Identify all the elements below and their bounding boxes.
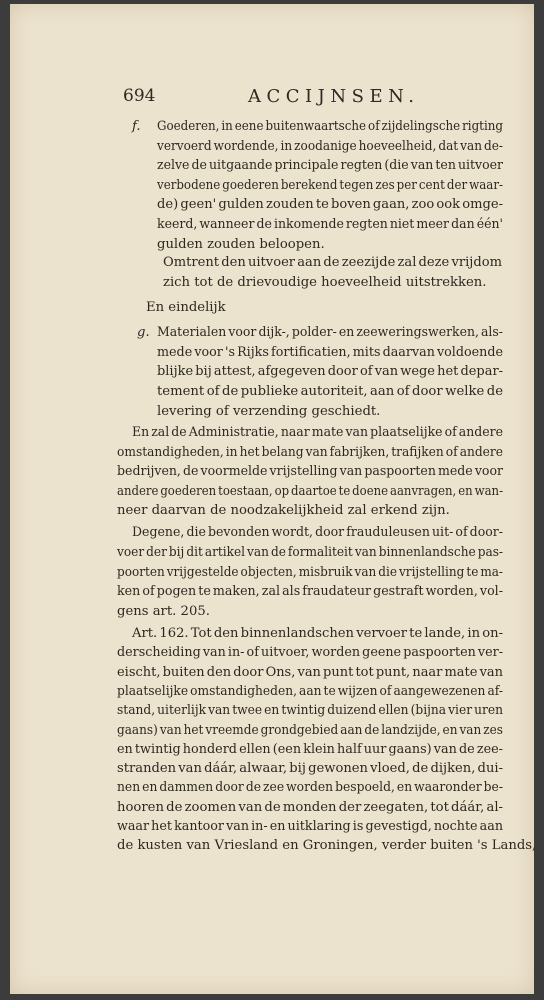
text-line: Omtrent den uitvoer aan de zeezijde zal deze vrijdom <box>163 255 502 270</box>
text-line: mede voor 's Rijks fortificatien, mits daarvan voldoende <box>157 344 503 360</box>
text-line: En zal de Administratie, naar mate van plaatselijke of andere <box>132 425 503 440</box>
page-header <box>10 86 534 112</box>
text-line: ken of pogen te maken, zal als fraudateur gestraft worden, vol- <box>117 584 503 600</box>
text-line: Art. 162. Tot den binnenlandschen vervoer te lande, in on- <box>132 626 504 641</box>
text-line: blijke bij attest, afgegeven door of van wege het depar- <box>157 364 504 380</box>
text-line: andere goederen toestaan, op daartoe te doene aanvragen, en wan- <box>117 483 504 499</box>
text-line: vervoerd wordende, in zoodanige hoeveelheid, dat van de- <box>157 138 504 154</box>
text-line: Degene, die bevonden wordt, door frauduleusen uit- of door- <box>132 525 504 540</box>
text-line: stand, uiterlijk van twee en twintig duizend ellen (bijna vier uren <box>117 703 503 719</box>
text-line: derscheiding van in- of uitvoer, worden geene paspoorten ver- <box>117 645 503 661</box>
text-line: en twintig honderd ellen (een klein half uur gaans) van de zee- <box>117 741 504 757</box>
book-page <box>10 4 537 994</box>
text-line: plaatselijke omstandigheden, aan te wijzen of aangewezenen af- <box>117 683 503 699</box>
text-line: eischt, buiten den door Ons, van punt tot punt, naar mate van <box>117 664 504 680</box>
text-line: Goederen, in eene buitenwaartsche of zijdelingsche rigting <box>157 119 503 134</box>
text-line: En eindelijk <box>146 300 226 315</box>
text-line: hooren de zoomen van de monden der zeegaten, tot dáár, al- <box>117 799 504 815</box>
text-line: waar het kantoor van in- en uitklaring is gevestigd, nochte aan <box>117 819 503 834</box>
text-line: tement of de publieke autoriteit, aan of door welke de <box>157 384 503 400</box>
item-marker: g. <box>137 325 150 340</box>
text-line: gens art. 205. <box>117 604 210 620</box>
text-line: nen en dammen door de zee worden bespoeld, en waaronder be- <box>117 780 503 796</box>
text-line: de) geen' gulden zouden te boven gaan, zoo ook omge- <box>157 197 503 213</box>
text-line: de kusten van Vriesland en Groningen, verder buiten 's Lands, <box>117 838 537 854</box>
text-line: poorten vrijgestelde objecten, misbruik van die vrijstelling te ma- <box>117 564 504 580</box>
text-line: gulden zouden beloopen. <box>157 236 325 252</box>
page-number: 694 <box>123 86 156 106</box>
text-line: zelve de uitgaande principale regten (die van ten uitvoer <box>157 158 504 174</box>
text-line: neer daarvan de noodzakelijkheid zal erkend zijn. <box>117 503 450 519</box>
item-marker: f. <box>132 119 141 134</box>
text-line: omstandigheden, in het belang van fabrijken, trafijken of andere <box>117 444 503 460</box>
text-line: voer der bij dit artikel van de formaliteit van binnenlandsche pas- <box>117 544 504 560</box>
text-line: gaans) van het vreemde grondgebied aan de landzijde, en van zes <box>117 722 503 738</box>
text-line: bedrijven, de voormelde vrijstelling van paspoorten mede voor <box>117 464 503 480</box>
running-title: ACCIJNSEN. <box>248 86 420 107</box>
text-line: zich tot de drievoudige hoeveelheid uitstrekken. <box>163 275 487 290</box>
text-line: verbodene goederen berekend tegen zes per cent der waar- <box>157 177 504 193</box>
text-line: stranden van dáár, alwaar, bij gewonen vloed, de dijken, dui- <box>117 761 504 777</box>
text-line: Materialen voor dijk-, polder- en zeeweringswerken, als- <box>157 325 504 340</box>
text-line: keerd, wanneer de inkomende regten niet meer dan één' <box>157 217 503 232</box>
text-line: levering of verzending geschiedt. <box>157 403 381 419</box>
